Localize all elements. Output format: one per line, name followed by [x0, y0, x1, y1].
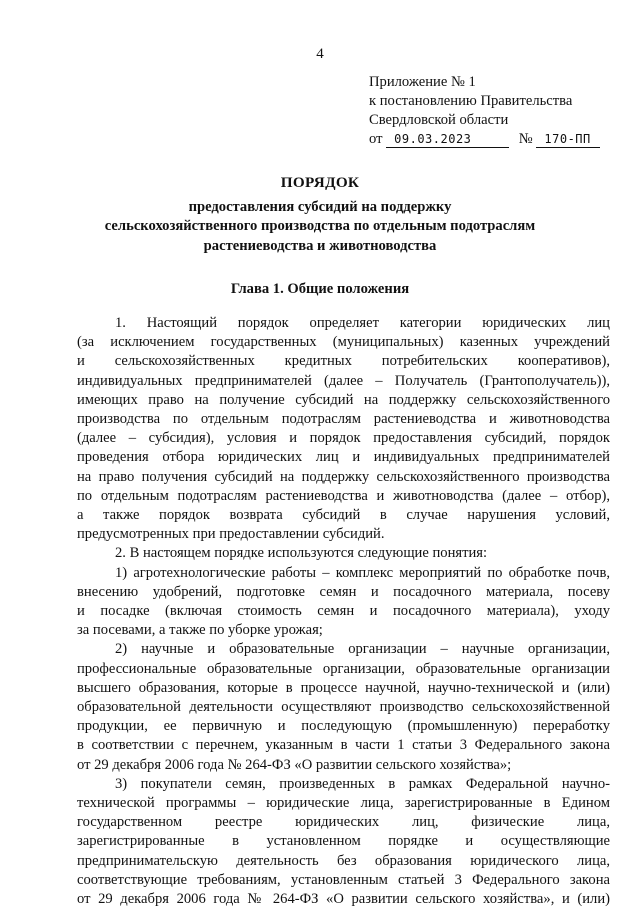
body-line: (далее – субсидия), условия и порядок предоставления субсидий, порядок [77, 430, 610, 447]
body-line: и посадке (включая стоимость семян и посадочного материала), уходу [77, 603, 610, 620]
document-date: 09.03.2023 [386, 132, 509, 148]
body-line: предусмотренных при предоставлении субсидий. [77, 526, 385, 543]
body-line: за посевами, а также по уборке урожая; [77, 622, 323, 639]
body-line: индивидуальных предпринимателей (далее – Получатель (Грантополучатель)), [77, 372, 610, 389]
body-line: высшего образования, которые в процессе научной, научно-технической и (или) [77, 679, 610, 696]
body-line: (за исключением государственных (муниципальных) казенных учреждений [77, 334, 610, 351]
from-label: от [369, 131, 383, 147]
title-line-2: сельскохозяйственного производства по отдельным подотраслям [104, 218, 536, 235]
document-body [77, 314, 610, 909]
body-line: зарегистрированные в установленном порядке и осуществляющие [77, 833, 610, 850]
body-line: технической программы – юридические лица, зарегистрированные в Едином [77, 795, 610, 812]
appendix-line-1: Приложение № 1 [369, 74, 476, 90]
body-line: на право получения субсидий на поддержку сельскохозяйственного производства [77, 468, 610, 485]
body-line: профессиональные образовательные организации, образовательные организации [77, 660, 610, 677]
chapter-heading: Глава 1. Общие положения [230, 281, 410, 297]
body-line: и сельскохозяйственных кредитных потребительских кооперативов), [77, 353, 610, 370]
body-line: продукции, ее первичную и последующую (промышленную) переработку [77, 718, 610, 735]
number-label: № [518, 131, 533, 147]
title-line-1: предоставления субсидий на поддержку [188, 199, 452, 216]
body-line: государственном реестре юридических лиц, физические лица, [77, 814, 610, 831]
body-line: от 29 декабря 2006 года № 264-ФЗ «О развитии сельского хозяйства», и (или) [77, 891, 610, 908]
body-line: 2. В настоящем порядке используются следующие понятия: [115, 545, 488, 562]
body-line: соответствующие требованиям, установленным статьей 3 Федерального закона [77, 871, 610, 888]
body-line: в соответствии с перечнем, указанным в части 1 статьи 3 Федерального закона [77, 737, 610, 754]
title-line-3: растениеводства и животноводства [203, 237, 437, 254]
body-line: производства по отдельным подотраслям растениеводства и животноводства [77, 411, 610, 428]
body-line: по отдельным подотраслям растениеводства и животноводства (далее – отбор), [77, 487, 610, 504]
page-number: 4 [316, 46, 324, 62]
title-heading: ПОРЯДОК [280, 174, 360, 191]
body-line: 1) агротехнологические работы – комплекс мероприятий по обработке почв, [115, 564, 610, 581]
body-line: от 29 декабря 2006 года № 264-ФЗ «О развитии сельского хозяйства»; [77, 756, 512, 773]
body-line: 2) научные и образовательные организации – научные организации, [115, 641, 610, 658]
appendix-line-2: к постановлению Правительства [369, 93, 573, 109]
body-line: 3) покупатели семян, произведенных в рамках Федеральной научно- [115, 775, 610, 792]
body-line: внесению удобрений, подготовке семян и посадочного материала, посеву [77, 583, 610, 600]
body-line: проведения отбора юридических лиц и индивидуальных предпринимателей [77, 449, 610, 466]
document-number: 170-ПП [536, 132, 600, 148]
body-line: 1. Настоящий порядок определяет категории юридических лиц [115, 315, 610, 331]
body-line: образовательной деятельности осуществляют производство сельскохозяйственной [77, 699, 610, 716]
appendix-line-3: Свердловской области [369, 112, 509, 128]
appendix-block [369, 73, 600, 149]
appendix-date-line [369, 130, 600, 149]
body-line: имеющих право на получение субсидий на поддержку сельскохозяйственного [77, 391, 610, 408]
body-line: предпринимательскую деятельность без образования юридического лица, [77, 852, 610, 869]
body-line: а также порядок возврата субсидий в случае нарушения условий, [77, 507, 610, 524]
document-title [0, 173, 640, 256]
